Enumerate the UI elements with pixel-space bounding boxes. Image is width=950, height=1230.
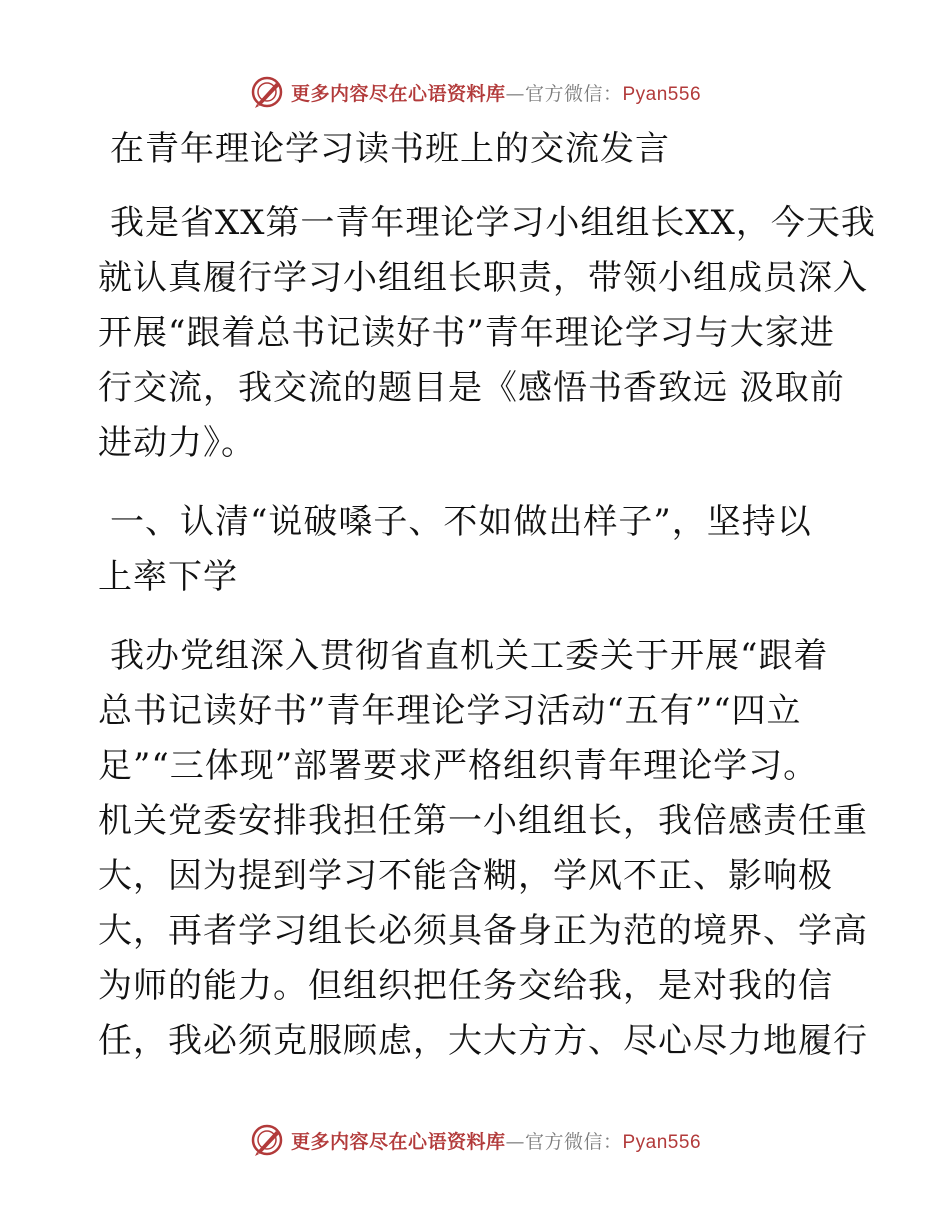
watermark-main-text: 更多内容尽在心语资料库 [290, 82, 506, 105]
watermark-main-text: 更多内容尽在心语资料库 [290, 1130, 506, 1153]
document-body [98, 120, 876, 1069]
watermark-text [291, 1127, 701, 1154]
section-heading-1 [98, 495, 858, 605]
watermark-wechat-label: 官方微信： [524, 82, 623, 105]
watermark-banner-bottom [0, 1120, 950, 1160]
watermark-wechat-id: Pyan556 [622, 83, 702, 105]
paragraph-line: 任，我必须克服顾虑，大大方方、尽心尽力地履行 [98, 1021, 868, 1061]
paragraph-body [98, 629, 868, 1069]
paragraph-line: 大，再者学习组长必须具备身正为范的境界、学高 [98, 911, 868, 951]
paragraph-line: 总书记读好书”青年理论学习活动“五有”“四立 [98, 691, 802, 731]
paragraph-line: 我是省XX第一青年理论学习小组组长XX，今天我 [110, 203, 876, 243]
paragraph-line: 进动力》。 [98, 423, 256, 463]
paragraph-line: 足”“三体现”部署要求严格组织青年理论学习。 [98, 746, 819, 786]
paragraph-line: 机关党委安排我担任第一小组组长，我倍感责任重 [98, 801, 868, 841]
paragraph-line: 大，因为提到学习不能含糊，学风不正、影响极 [98, 856, 833, 896]
heading-line: 一、认清“说破嗓子、不如做出样子”，坚持以 [110, 502, 812, 542]
paragraph-intro [98, 196, 876, 471]
watermark-dash: — [505, 82, 525, 105]
watermark-text [291, 79, 701, 106]
paragraph-line: 就认真履行学习小组组长职责，带领小组成员深入 [98, 258, 868, 298]
heading-line: 上率下学 [98, 557, 238, 597]
watermark-dash: — [505, 1130, 525, 1153]
paragraph-line: 为师的能力。但组织把任务交给我，是对我的信 [98, 966, 833, 1006]
pen-circle-logo-icon [249, 74, 285, 110]
document-title: 在青年理论学习读书班上的交流发言 [110, 129, 670, 169]
pen-circle-logo-icon [249, 1122, 285, 1158]
watermark-wechat-id: Pyan556 [622, 1131, 702, 1153]
paragraph-line: 行交流，我交流的题目是《感悟书香致远 汲取前 [98, 368, 845, 408]
paragraph-line: 开展“跟着总书记读好书”青年理论学习与大家进 [98, 313, 835, 353]
watermark-banner-top [0, 72, 950, 112]
watermark-wechat-label: 官方微信： [524, 1130, 623, 1153]
paragraph-line: 我办党组深入贯彻省直机关工委关于开展“跟着 [110, 636, 829, 676]
